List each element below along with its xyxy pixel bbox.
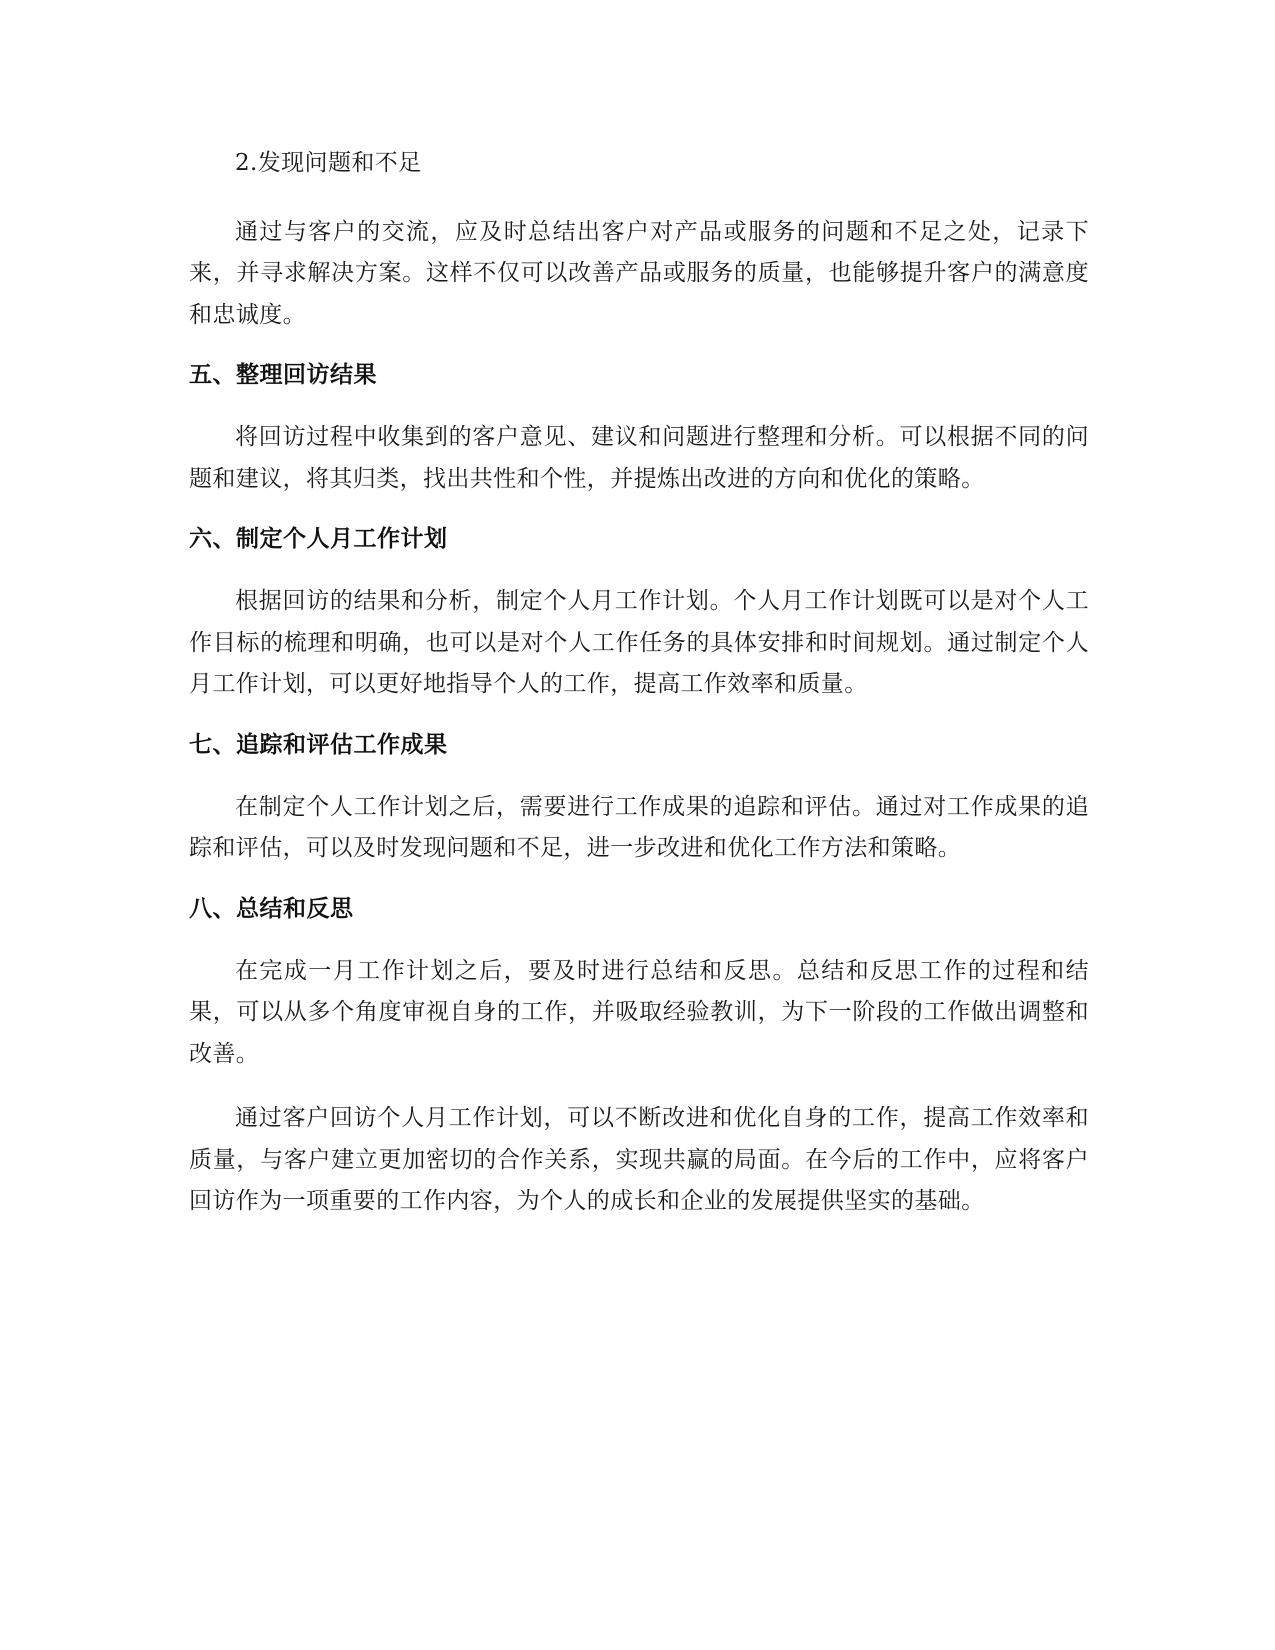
paragraph-track-evaluate: 在制定个人工作计划之后，需要进行工作成果的追踪和评估。通过对工作成果的追踪和评估，可以及时发现问题和不足，进一步改进和优化工作方法和策略。 [189,793,1089,861]
paragraph-monthly-plan: 根据回访的结果和分析，制定个人月工作计划。个人月工作计划既可以是对个人工作目标的梳理和明确，也可以是对个人工作任务的具体安排和时间规划。通过制定个人月工作计划，可以更好地指导个人的工作，提高工作效率和质量。 [189,588,1089,697]
paragraph-problems: 通过与客户的交流，应及时总结出客户对产品或服务的问题和不足之处，记录下来，并寻求解决方案。这样不仅可以改善产品或服务的质量，也能够提升客户的满意度和忠诚度。 [189,218,1089,328]
paragraph-summary-reflection: 在完成一月工作计划之后，要及时进行总结和反思。总结和反思工作的过程和结果，可以从多个角度审视自身的工作，并吸取经验教训，为下一阶段的工作做出调整和改善。 [189,957,1089,1067]
document-body [189,143,1089,1246]
paragraph-conclusion: 通过客户回访个人月工作计划，可以不断改进和优化自身的工作，提高工作效率和质量，与客户建立更加密切的合作关系，实现共赢的局面。在今后的工作中，应将客户回访作为一项重要的工作内容，为个人的成长和企业的发展提供坚实的基础。 [189,1105,1089,1214]
paragraph-organize-results: 将回访过程中收集到的客户意见、建议和问题进行整理和分析。可以根据不同的问题和建议，将其归类，找出共性和个性，并提炼出改进的方向和优化的策略。 [189,424,1089,492]
heading-section-8: 八、总结和反思 [189,895,354,922]
heading-section-5: 五、整理回访结果 [189,362,377,388]
heading-section-6: 六、制定个人月工作计划 [189,526,448,552]
subsection-title-2: 2.发现问题和不足 [235,150,422,176]
heading-section-7: 七、追踪和评估工作成果 [189,731,448,758]
